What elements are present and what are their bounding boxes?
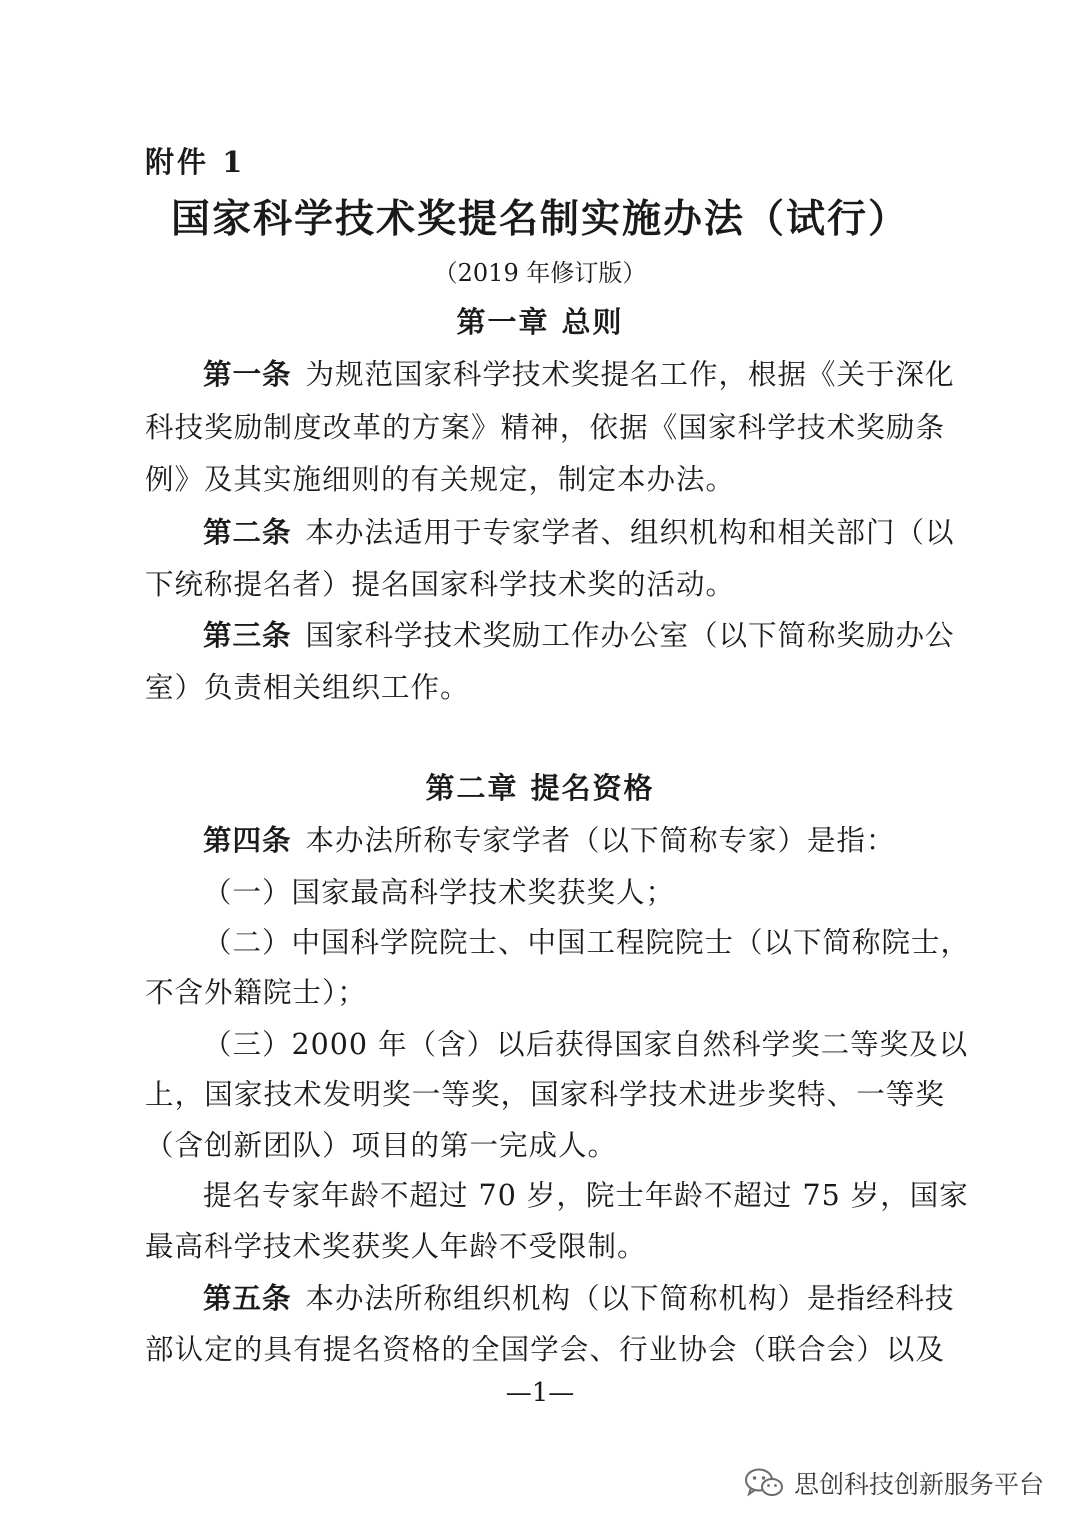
article-5-line-1: 第五条 本办法所称组织机构（以下简称机构）是指经科技 [203,1281,955,1315]
item-3-line-2: 上，国家技术发明奖一等奖，国家科学技术进步奖特、一等奖 [145,1078,945,1111]
article-label: 第五条 [203,1281,292,1315]
article-3-line-1: 第三条 国家科学技术奖励工作办公室（以下简称奖励办公 [203,618,955,652]
chapter-heading-2: 第二章 提名资格 [425,771,655,805]
article-2-line-2: 下统称提名者）提名国家科学技术奖的活动。 [145,568,736,601]
wechat-icon [744,1467,784,1499]
watermark-text: 思创科技创新服务平台 [793,1470,1044,1499]
attachment-label: 附件 1 [145,145,246,179]
chapter-heading-1: 第一章 总则 [456,305,624,339]
document-title: 国家科学技术奖提名制实施办法（试行） [170,196,909,242]
item-3-line-3: （含创新团队）项目的第一完成人。 [145,1129,618,1162]
article-2-line-1: 第二条 本办法适用于专家学者、组织机构和相关部门（以 [203,515,955,549]
page-number: —1— [505,1378,575,1408]
article-5-line-2: 部认定的具有提名资格的全国学会、行业协会（联合会）以及 [145,1333,945,1366]
article-4-line-1: 第四条 本办法所称专家学者（以下简称专家）是指： [203,823,896,857]
item-3-line-1: （三）2000 年（含）以后获得国家自然科学奖二等奖及以 [203,1028,969,1061]
item-2-line-2: 不含外籍院士）； [145,976,367,1009]
article-label: 第一条 [203,357,292,391]
article-1-line-3: 例》及其实施细则的有关规定，制定本办法。 [145,463,736,496]
article-label: 第三条 [203,618,292,652]
article-1-line-2: 科技奖励制度改革的方案》精神，依据《国家科学技术奖励条 [145,411,945,444]
article-1-line-1: 第一条 为规范国家科学技术奖提名工作，根据《关于深化 [203,357,955,391]
article-label: 第四条 [203,823,292,857]
article-label: 第二条 [203,515,292,549]
age-paragraph-line-2: 最高科学技术奖获奖人年龄不受限制。 [145,1230,647,1263]
item-2-line-1: （二）中国科学院院士、中国工程院院士（以下简称院士， [203,926,971,959]
document-subtitle: （2019 年修订版） [433,259,647,287]
item-1: （一）国家最高科学技术奖获奖人； [203,876,676,909]
article-3-line-2: 室）负责相关组织工作。 [145,671,470,704]
watermark [744,1465,1044,1501]
age-paragraph-line-1: 提名专家年龄不超过 70 岁，院士年龄不超过 75 岁，国家 [203,1179,969,1212]
